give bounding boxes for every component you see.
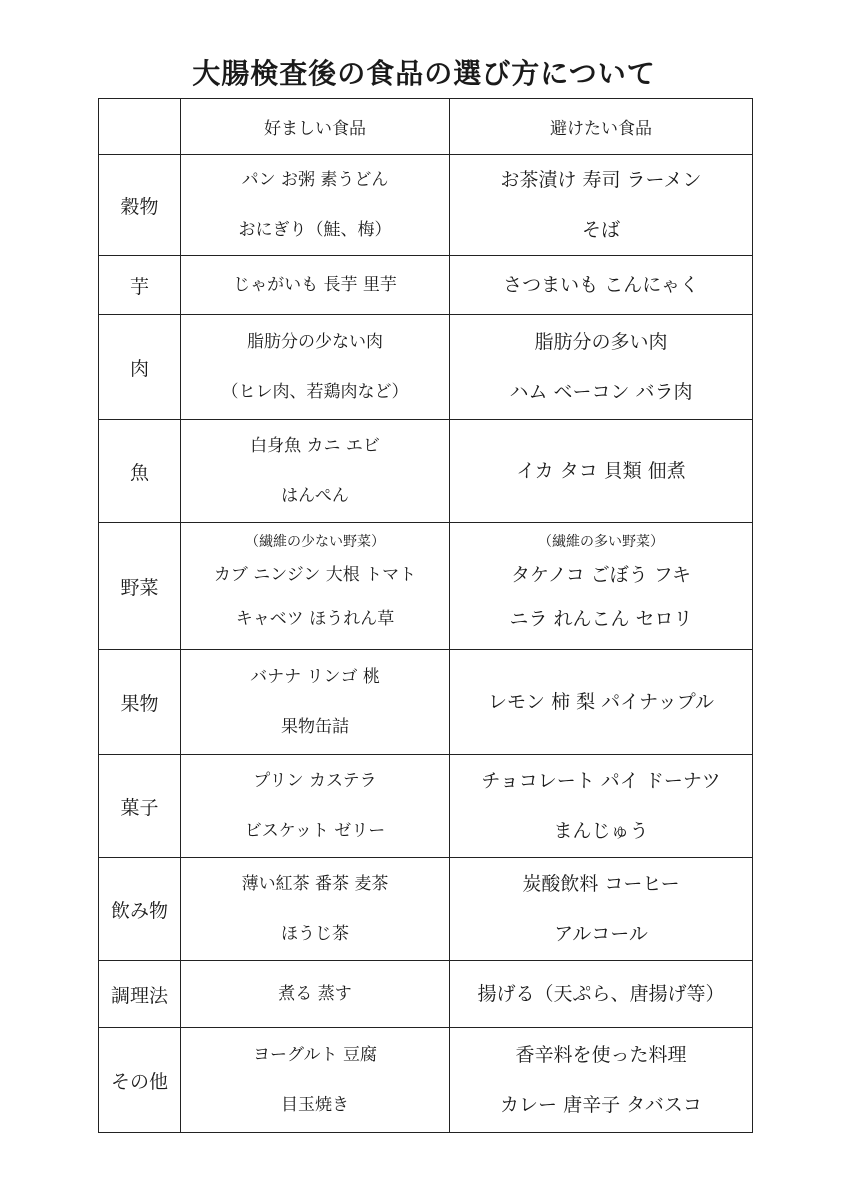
good-foods-cell — [181, 650, 450, 755]
table-row — [99, 256, 753, 315]
bad-food-line: チョコレート パイ ドーナツ — [481, 770, 721, 792]
bad-food-line: レモン 柿 梨 パイナップル — [488, 691, 714, 713]
good-food-line: ヨーグルト 豆腐 — [253, 1045, 377, 1065]
good-foods-cell — [181, 1028, 450, 1133]
good-food-note: （繊維の少ない野菜） — [245, 534, 385, 550]
table-row — [99, 315, 753, 420]
table-row — [99, 858, 753, 961]
good-food-line: パン お粥 素うどん — [241, 170, 389, 190]
bad-food-line: ニラ れんこん セロリ — [509, 608, 693, 630]
table-row — [99, 755, 753, 858]
bad-foods-cell — [450, 420, 753, 523]
bad-food-line: カレー 唐辛子 タバスコ — [500, 1094, 702, 1116]
bad-food-line: アルコール — [554, 923, 648, 945]
bad-foods-cell — [450, 650, 753, 755]
category-label: 調理法 — [99, 961, 181, 1028]
category-label: 菓子 — [99, 755, 181, 858]
bad-food-line: タケノコ ごぼう フキ — [510, 564, 692, 586]
good-food-line: 薄い紅茶 番茶 麦茶 — [241, 874, 389, 894]
category-label: 芋 — [99, 256, 181, 315]
bad-food-line: イカ タコ 貝類 佃煮 — [516, 460, 686, 482]
bad-foods-cell — [450, 155, 753, 256]
bad-foods-cell — [450, 1028, 753, 1133]
table-row — [99, 155, 753, 256]
header-bad-foods: 避けたい食品 — [450, 99, 753, 155]
table-row — [99, 650, 753, 755]
good-foods-cell — [181, 961, 450, 1028]
header-good-foods: 好ましい食品 — [181, 99, 450, 155]
table-header-row — [99, 99, 753, 155]
bad-food-line: 炭酸飲料 コーヒー — [522, 873, 680, 895]
page-title: 大腸検査後の食品の選び方について — [192, 57, 656, 90]
bad-foods-cell — [450, 315, 753, 420]
good-food-line: じゃがいも 長芋 里芋 — [233, 275, 397, 295]
bad-food-line: 揚げる（天ぷら、唐揚げ等） — [477, 983, 725, 1005]
good-foods-cell — [181, 256, 450, 315]
good-food-line: 煮る 蒸す — [278, 984, 352, 1004]
category-label: その他 — [99, 1028, 181, 1133]
good-food-line: （ヒレ肉、若鶏肉など） — [221, 382, 409, 402]
good-foods-cell — [181, 755, 450, 858]
category-label: 果物 — [99, 650, 181, 755]
table-row — [99, 961, 753, 1028]
good-food-line: 白身魚 カニ エビ — [250, 436, 380, 456]
food-selection-table — [98, 98, 753, 1133]
bad-food-line: そば — [581, 219, 620, 241]
table-row — [99, 1028, 753, 1133]
good-food-line: はんぺん — [281, 486, 349, 506]
good-foods-cell — [181, 420, 450, 523]
bad-food-line: お茶漬け 寿司 ラーメン — [500, 169, 702, 191]
good-food-line: ほうじ茶 — [281, 924, 349, 944]
table-row — [99, 523, 753, 650]
category-label: 穀物 — [99, 155, 181, 256]
good-food-line: ビスケット ゼリー — [244, 821, 386, 841]
good-foods-cell — [181, 315, 450, 420]
good-food-line: キャベツ ほうれん草 — [235, 609, 395, 629]
good-foods-cell — [181, 523, 450, 650]
good-foods-cell — [181, 155, 450, 256]
bad-foods-cell — [450, 755, 753, 858]
good-food-line: 脂肪分の少ない肉 — [247, 332, 383, 352]
header-blank-cell — [99, 99, 181, 155]
good-food-line: おにぎり（鮭、梅） — [238, 220, 392, 240]
bad-food-line: さつまいも こんにゃく — [503, 274, 699, 296]
bad-foods-cell — [450, 961, 753, 1028]
good-food-line: 果物缶詰 — [281, 717, 349, 737]
good-food-line: カブ ニンジン 大根 トマト — [213, 565, 417, 585]
category-label: 飲み物 — [99, 858, 181, 961]
bad-food-line: 脂肪分の多い肉 — [534, 331, 668, 353]
good-food-line: プリン カステラ — [253, 771, 377, 791]
good-food-line: バナナ リンゴ 桃 — [250, 667, 380, 687]
bad-foods-cell — [450, 858, 753, 961]
table-row — [99, 420, 753, 523]
category-label: 野菜 — [99, 523, 181, 650]
category-label: 魚 — [99, 420, 181, 523]
bad-food-line: まんじゅう — [553, 820, 649, 842]
bad-food-line: ハム ベーコン バラ肉 — [509, 381, 693, 403]
good-foods-cell — [181, 858, 450, 961]
bad-food-line: 香辛料を使った料理 — [515, 1044, 687, 1066]
bad-food-note: （繊維の多い野菜） — [538, 534, 664, 550]
category-label: 肉 — [99, 315, 181, 420]
good-food-line: 目玉焼き — [281, 1095, 349, 1115]
bad-foods-cell — [450, 256, 753, 315]
bad-foods-cell — [450, 523, 753, 650]
